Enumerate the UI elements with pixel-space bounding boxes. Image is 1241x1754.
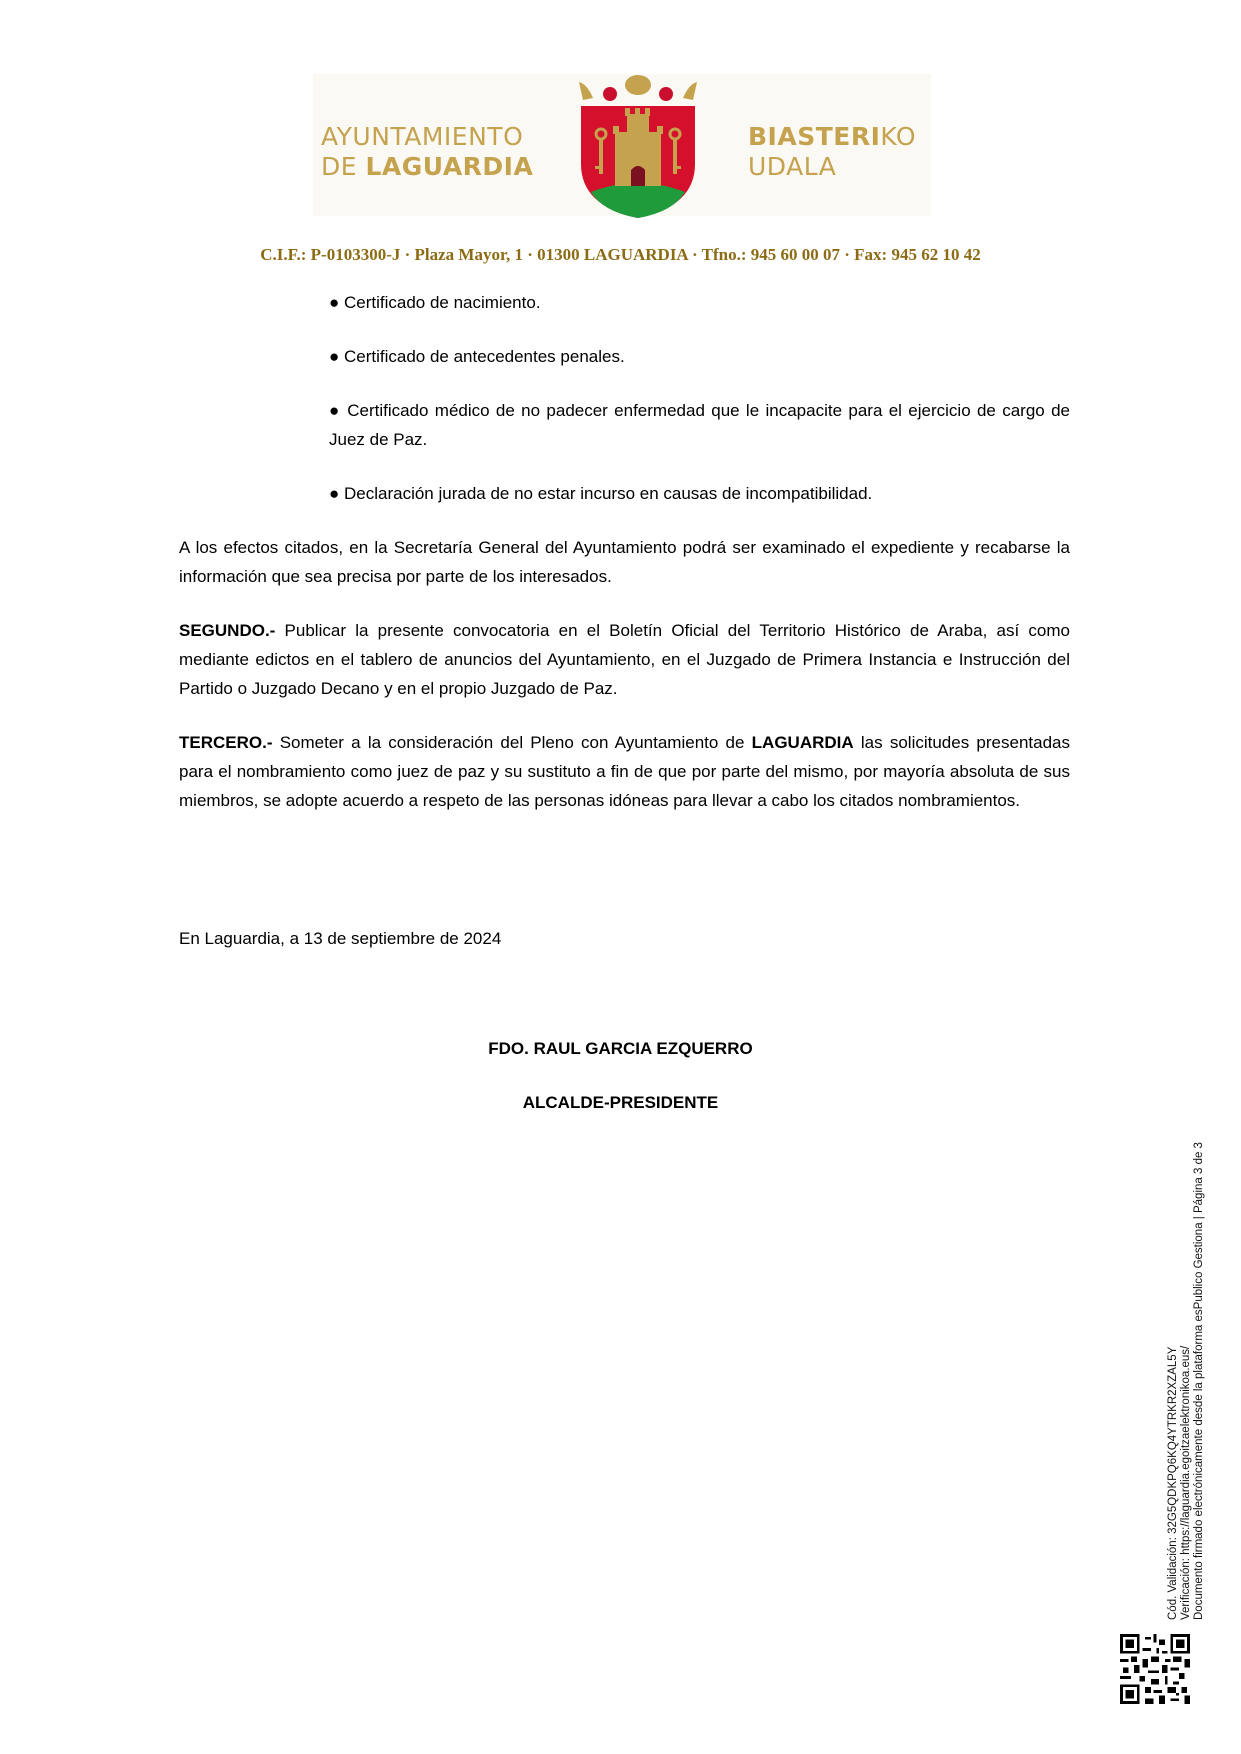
- logo-text-spanish: [321, 122, 533, 182]
- header-logo-banner: [313, 74, 931, 216]
- bullet-item: ● Certificado de antecedentes penales.: [329, 347, 625, 366]
- tercero-label: TERCERO.-: [179, 733, 273, 752]
- validation-code: Cód. Validación: 32G5QDKPQ6KQ4YTRKR2XZAL5Y: [1167, 1346, 1179, 1620]
- paragraph-efectos: A los efectos citados, en la Secretaría General del Ayuntamiento podrá ser examinado el expediente y recabarse la información que sea precisa por parte de los interesados.: [179, 538, 1070, 586]
- qr-code-icon: [1120, 1634, 1190, 1704]
- logo-line-laguardia: DE LAGUARDIA: [321, 152, 534, 181]
- signature-name: FDO. RAUL GARCIA EZQUERRO: [488, 1039, 753, 1058]
- bullet-item: ● Certificado de nacimiento.: [329, 293, 541, 312]
- logo-text-basque: [748, 122, 916, 182]
- segundo-text: Publicar la presente convocatoria en el Boletín Oficial del Territorio Histórico de Araba, así como mediante edictos en el tablero de anuncios del Ayuntamiento, en el Juzgado de Primera Instancia e Instrucción del Partido o Juzgado Decano y en el propio Juzgado de Paz.: [179, 621, 1070, 698]
- logo-line-ayuntamiento: AYUNTAMIENTO: [321, 122, 524, 151]
- logo-line-biasteriko: BIASTERIKO: [748, 122, 917, 151]
- paragraph-segundo: [179, 616, 1070, 703]
- coat-of-arms-icon: [577, 74, 699, 218]
- segundo-label: SEGUNDO.-: [179, 621, 276, 640]
- tercero-bold-laguardia: LAGUARDIA: [751, 733, 854, 752]
- bullet-item: ● Certificado médico de no padecer enfermedad que le incapacite para el ejercicio de cargo de Juez de Paz.: [329, 401, 1070, 449]
- verification-url: Verificación: https://laguardia.egoitzaelektronikoa.eus/: [1180, 1345, 1192, 1620]
- signature-platform-note: Documento firmado electrónicamente desde la plataforma esPublico Gestiona | Página 3 de 3: [1193, 1142, 1205, 1620]
- contact-info-line: C.I.F.: P-0103300-J · Plaza Mayor, 1 · 01300 LAGUARDIA · Tfno.: 945 60 00 07 · Fax: 945 62 10 42: [260, 245, 981, 264]
- logo-line-udala: UDALA: [748, 152, 837, 181]
- paragraph-tercero: TERCERO.- Someter a la consideración del Pleno con Ayuntamiento de LAGUARDIA las solicitudes presentadas para el nombramiento como juez de paz y su sustituto a fin de que por parte del mismo, por mayoría absoluta de sus miembros, se adopte acuerdo a respeto de las personas idóneas para llevar a cabo los citados nombramientos.: [179, 733, 1070, 810]
- bullet-item: ● Declaración jurada de no estar incurso en causas de incompatibilidad.: [329, 484, 873, 503]
- verification-side-text: [1167, 1142, 1206, 1620]
- date-line: En Laguardia, a 13 de septiembre de 2024: [179, 929, 502, 948]
- signature-title: ALCALDE-PRESIDENTE: [522, 1093, 719, 1112]
